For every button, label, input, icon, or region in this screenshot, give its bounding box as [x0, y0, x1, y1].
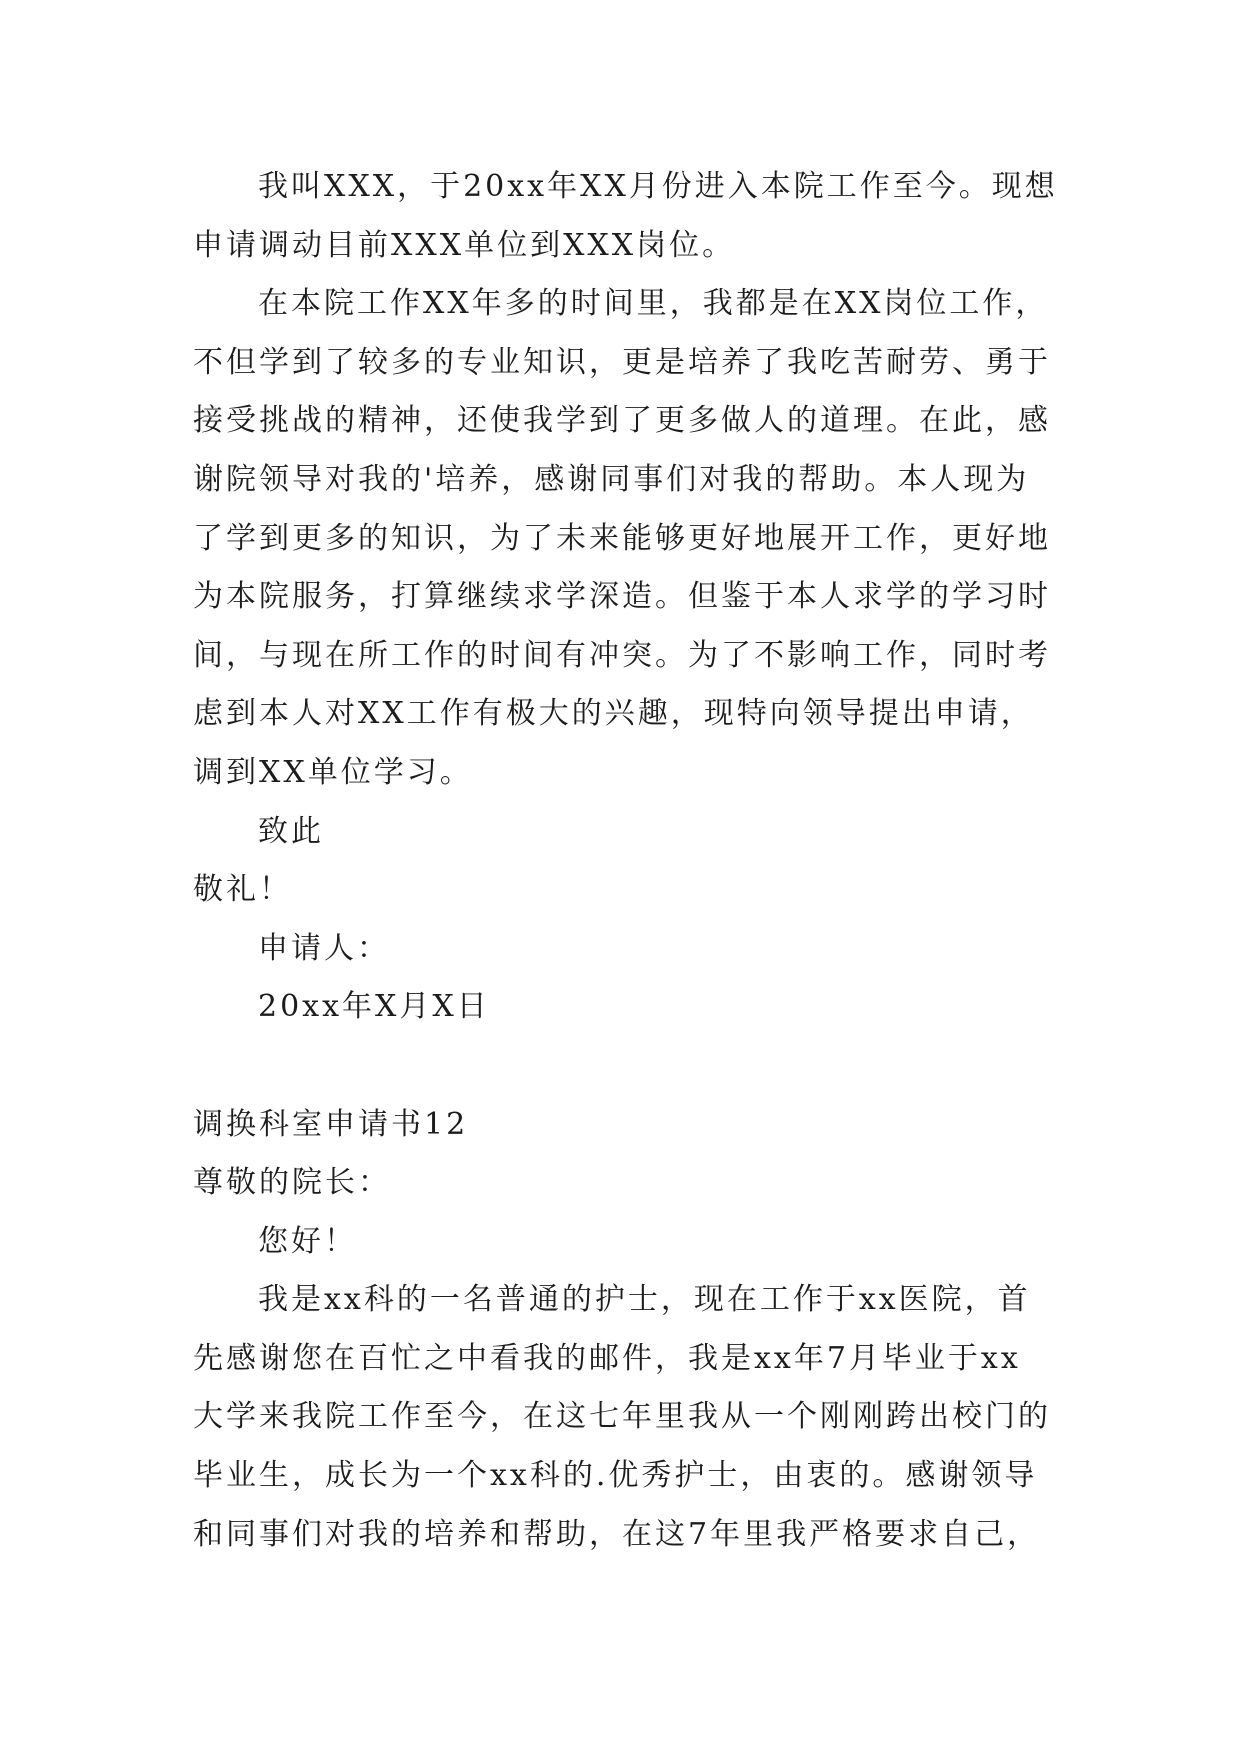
letter-2-paragraph-1	[193, 1271, 1073, 1564]
text-line: 间，与现在所工作的时间有冲突。为了不影响工作，同时考	[193, 637, 1051, 673]
letter-2-title: 调换科室申请书12	[193, 1106, 469, 1142]
text-line: 我叫XXX，于20xx年XX月份进入本院工作至今。现想	[258, 169, 1058, 204]
letter-1-closing: 致此	[258, 813, 324, 849]
letter-2-greeting: 您好！	[258, 1223, 357, 1259]
text-line: 接受挑战的精神，还使我学到了更多做人的道理。在此，感	[193, 403, 1051, 439]
letter-1-paragraph-2	[193, 275, 1073, 802]
text-line: 为本院服务，打算继续求学深造。但鉴于本人求学的学习时	[193, 579, 1051, 615]
text-line: 和同事们对我的培养和帮助，在这7年里我严格要求自己，	[193, 1516, 1041, 1552]
letter-1-salute: 敬礼！	[193, 872, 292, 908]
letter-1-applicant: 申请人：	[258, 930, 390, 966]
text-line: 不但学到了较多的专业知识，更是培养了我吃苦耐劳、勇于	[193, 344, 1051, 380]
text-line: 大学来我院工作至今，在这七年里我从一个刚刚跨出校门的	[193, 1399, 1051, 1435]
text-line: 在本院工作XX年多的时间里，我都是在XX岗位工作，	[258, 286, 1049, 322]
text-line: 调到XX单位学习。	[193, 754, 473, 790]
letter-2-addressee: 尊敬的院长：	[193, 1165, 391, 1201]
text-line: 申请调动目前XXX单位到XXX岗位。	[193, 227, 736, 263]
text-line: 虑到本人对XX工作有极大的兴趣，现特向领导提出申请，	[193, 696, 1034, 732]
document-body	[193, 158, 1073, 1564]
text-line: 毕业生，成长为一个xx科的.优秀护士，由衷的。感谢领导	[193, 1458, 1038, 1494]
letter-1-date: 20xx年X月X日	[258, 989, 490, 1025]
text-line: 了学到更多的知识，为了未来能够更好地展开工作，更好地	[193, 520, 1051, 556]
section-spacer	[193, 1037, 1073, 1096]
letter-1-paragraph-1	[193, 158, 1073, 275]
text-line: 谢院领导对我的'培养，感谢同事们对我的帮助。本人现为	[193, 461, 1030, 497]
text-line: 我是xx科的一名普通的护士，现在工作于xx医院，首	[258, 1282, 1031, 1318]
text-line: 先感谢您在百忙之中看我的邮件，我是xx年7月毕业于xx	[193, 1340, 1021, 1376]
